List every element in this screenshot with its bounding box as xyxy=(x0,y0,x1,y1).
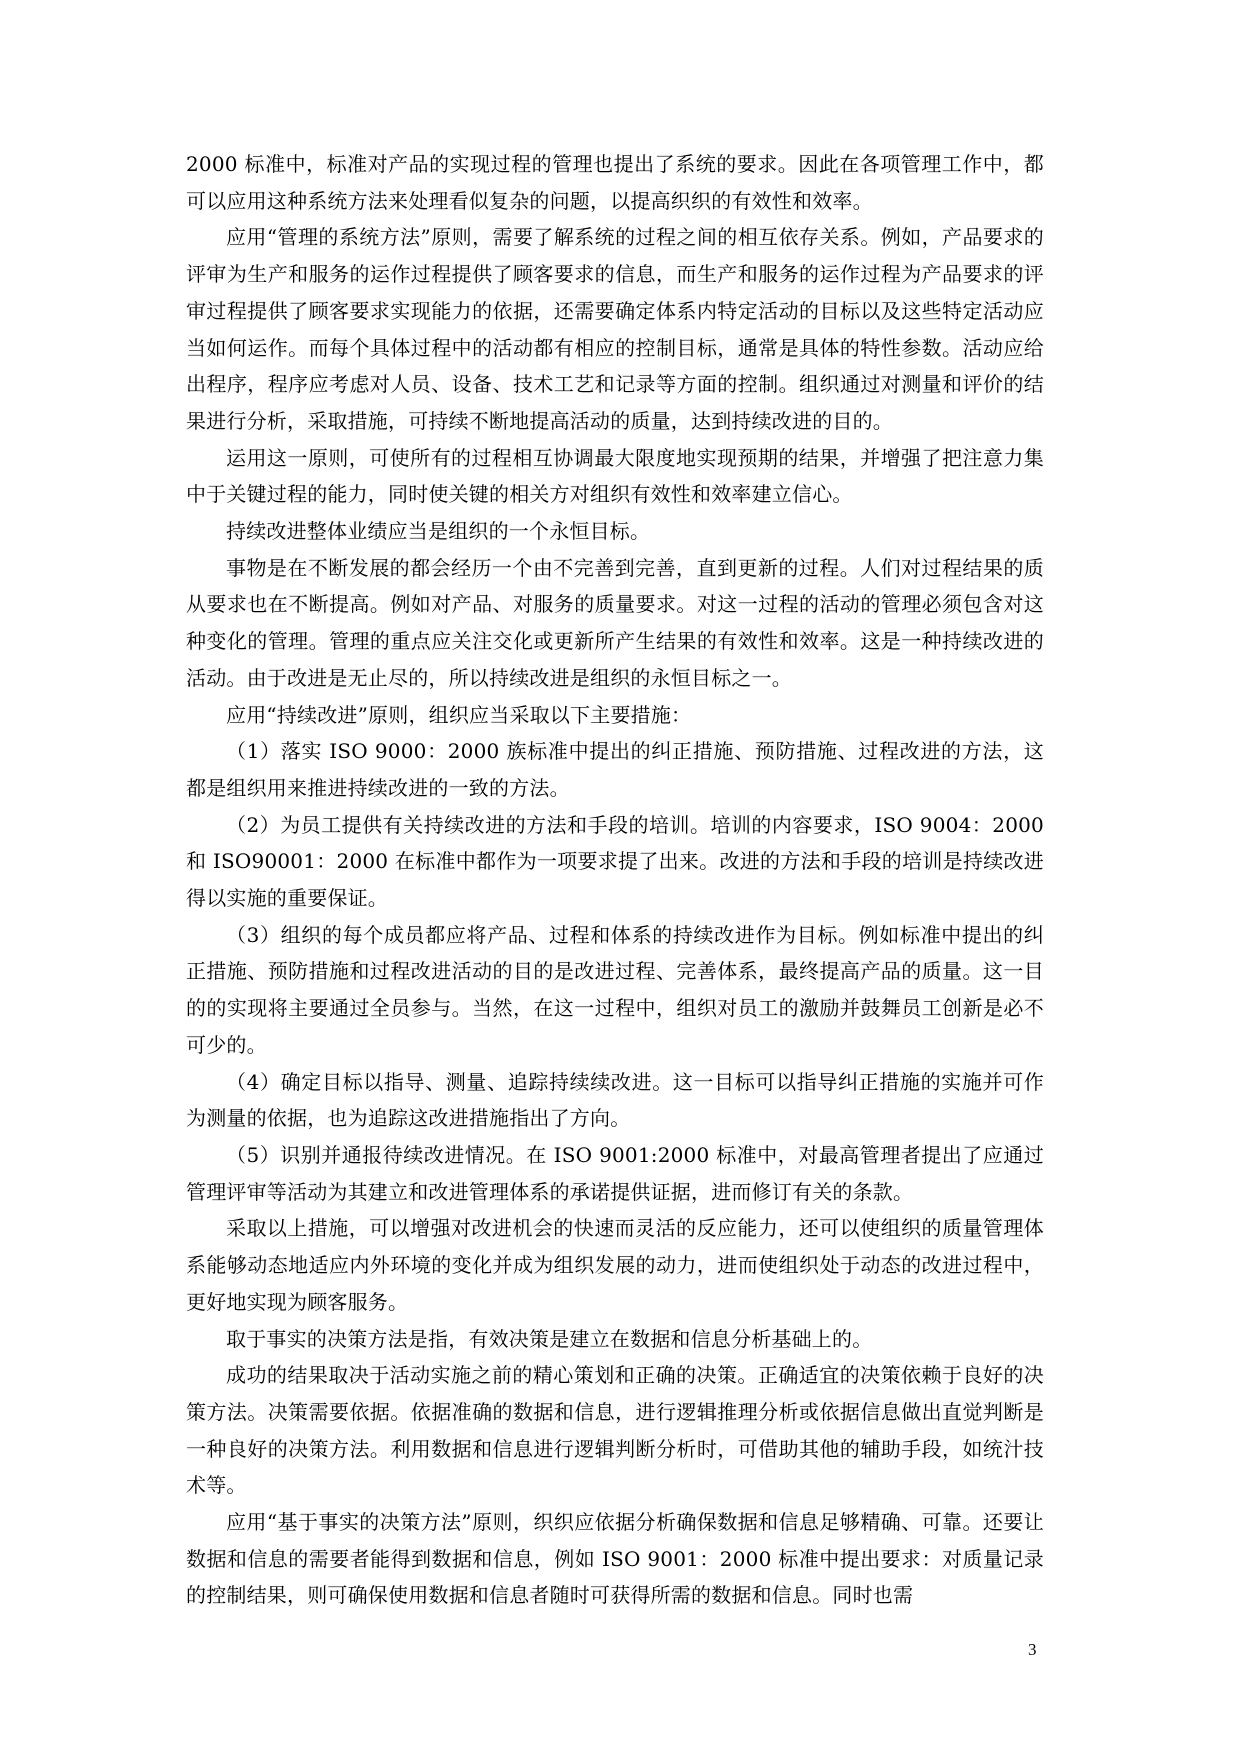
paragraph: （5）识别并通报待续改进情况。在 ISO 9001:2000 标准中，对最高管理者提出了应通过管理评审等活动为其建立和改进管理体系的承诺提供证据，进而修订有关的条款。 xyxy=(186,1142,1044,1204)
paragraph: 事物是在不断发展的都会经历一个由不完善到完善，直到更新的过程。人们对过程结果的质从要求也在不断提高。例如对产品、对服务的质量要求。对这一过程的活动的管理必须包含对这种变化的管理。管理的重点应关注交化或更新所产生结果的有效性和效率。这是一种持续改进的活动。由于改进是无止尽的，所以持续改进是组织的永恒目标之一。 xyxy=(186,555,1044,690)
document-body xyxy=(186,146,1044,1614)
paragraph: （3）组织的每个成员都应将产品、过程和体系的持续改进作为目标。例如标准中提出的纠正措施、预防措施和过程改进活动的目的是改进过程、完善体系，最终提高产品的质量。这一目的的实现将主要通过全员参与。当然，在这一过程中，组织对员工的激励并鼓舞员工创新是必不可少的。 xyxy=(186,922,1044,1057)
paragraph: 应用“管理的系统方法”原则，需要了解系统的过程之间的相互依存关系。例如，产品要求的评审为生产和服务的运作过程提供了顾客要求的信息，而生产和服务的运作过程为产品要求的评审过程提供了顾客要求实现能力的依据，还需要确定体系内特定活动的目标以及这些特定活动应当如何运作。而每个具体过程中的活动都有相应的控制目标，通常是具体的特性参数。活动应给出程序，程序应考虑对人员、设备、技术工艺和记录等方面的控制。组织通过对测量和评价的结果进行分析，采取措施，可持续不断地提高活动的质量，达到持续改进的目的。 xyxy=(186,225,1044,433)
paragraph: （2）为员工提供有关持续改进的方法和手段的培训。培训的内容要求，ISO 9004：2000 和 ISO90001：2000 在标准中都作为一项要求提了出来。改进的方法和手段的培训是持续改进得以实施的重要保证。 xyxy=(186,812,1044,911)
paragraph: 持续改进整体业绩应当是组织的一个永恒目标。 xyxy=(226,519,651,544)
paragraph: 取于事实的决策方法是指，有效决策是建立在数据和信息分析基础上的。 xyxy=(226,1326,873,1351)
paragraph: （1）落实 ISO 9000：2000 族标准中提出的纠正措施、预防措施、过程改进的方法，这都是组织用来推进持续改进的一致的方法。 xyxy=(186,739,1044,800)
paragraph: 运用这一原则，可使所有的过程相互协调最大限度地实现预期的结果，并增强了把注意力集中于关键过程的能力，同时使关键的相关方对组织有效性和效率建立信心。 xyxy=(186,445,1044,507)
paragraph: 应用“基于事实的决策方法”原则，织织应依据分析确保数据和信息足够精确、可靠。还要让数据和信息的需要者能得到数据和信息，例如 ISO 9001：2000 标准中提出要求：对质量记录的控制结果，则可确保使用数据和信息者随时可获得所需的数据和信息。同时也需 xyxy=(186,1510,1044,1608)
paragraph: 采取以上措施，可以增强对改进机会的快速而灵活的反应能力，还可以使组织的质量管理体系能够动态地适应内外环境的变化并成为组织发展的动力，进而使组织处于动态的改进过程中，更好地实现为顾客服务。 xyxy=(186,1216,1044,1314)
page-number: 3 xyxy=(1028,1640,1037,1659)
paragraph: 应用“持续改进”原则，组织应当采取以下主要措施： xyxy=(226,702,692,727)
paragraph: （4）确定目标以指导、测量、追踪持续续改进。这一目标可以指导纠正措施的实施并可作为测量的依据，也为追踪这改进措施指出了方向。 xyxy=(186,1069,1044,1131)
paragraph: 成功的结果取决于活动实施之前的精心策划和正确的决策。正确适宜的决策依赖于良好的决策方法。决策需要依据。依据准确的数据和信息，进行逻辑推理分析或依据信息做出直觉判断是一种良好的决策方法。利用数据和信息进行逻辑判断分析时，可借助其他的辅助手段，如统汁技术等。 xyxy=(186,1363,1044,1498)
paragraph: 2000 标准中，标准对产品的实现过程的管理也提出了系统的要求。因此在各项管理工作中，都可以应用这种系统方法来处理看似复杂的问题，以提高织织的有效性和效率。 xyxy=(186,152,1044,213)
